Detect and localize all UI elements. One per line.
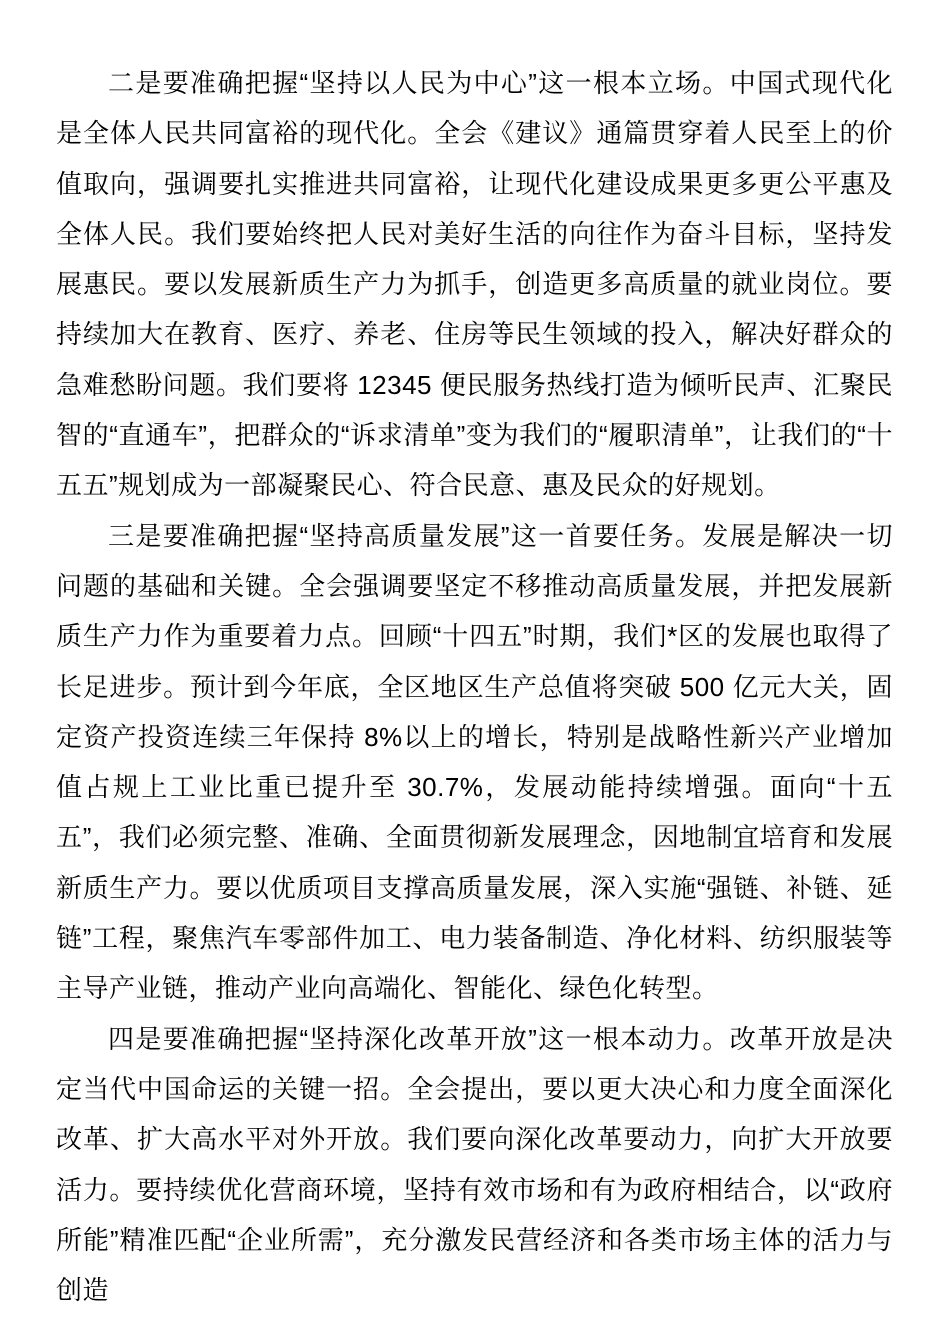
- paragraph-3: 三是要准确把握“坚持高质量发展”这一首要任务。发展是解决一切问题的基础和关键。全会强调要坚定不移推动高质量发展，并把发展新质生产力作为重要着力点。回顾“十四五”时期，我们*区的发展也取得了长足进步。预计到今年底，全区地区生产总值将突破 500 亿元大关，固定资产投资连续三年保持 8%以上的增长，特别是战略性新兴产业增加值占规上工业比重已提升至 30.7%，发展动能持续增强。面向“十五五”，我们必须完整、准确、全面贯彻新发展理念，因地制宜培育和发展新质生产力。要以优质项目支撑高质量发展，深入实施“强链、补链、延链”工程，聚焦汽车零部件加工、电力装备制造、净化材料、纺织服装等主导产业链，推动产业向高端化、智能化、绿色化转型。: [56, 520, 893, 1004]
- document-body: [56, 58, 893, 1315]
- paragraph-4: 四是要准确把握“坚持深化改革开放”这一根本动力。改革开放是决定当代中国命运的关键一招。全会提出，要以更大决心和力度全面深化改革、扩大高水平对外开放。我们要向深化改革要动力，向扩大开放要活力。要持续优化营商环境，坚持有效市场和有为政府相结合，以“政府所能”精准匹配“企业所需”，充分激发民营经济和各类市场主体的活力与创造: [56, 1023, 893, 1306]
- paragraph-2: 二是要准确把握“坚持以人民为中心”这一根本立场。中国式现代化是全体人民共同富裕的现代化。全会《建议》通篇贯穿着人民至上的价值取向，强调要扎实推进共同富裕，让现代化建设成果更多更公平惠及全体人民。我们要始终把人民对美好生活的向往作为奋斗目标，坚持发展惠民。要以发展新质生产力为抓手，创造更多高质量的就业岗位。要持续加大在教育、医疗、养老、住房等民生领域的投入，解决好群众的急难愁盼问题。我们要将 12345 便民服务热线打造为倾听民声、汇聚民智的“直通车”，把群众的“诉求清单”变为我们的“履职清单”，让我们的“十五五”规划成为一部凝聚民心、符合民意、惠及民众的好规划。: [56, 68, 893, 501]
